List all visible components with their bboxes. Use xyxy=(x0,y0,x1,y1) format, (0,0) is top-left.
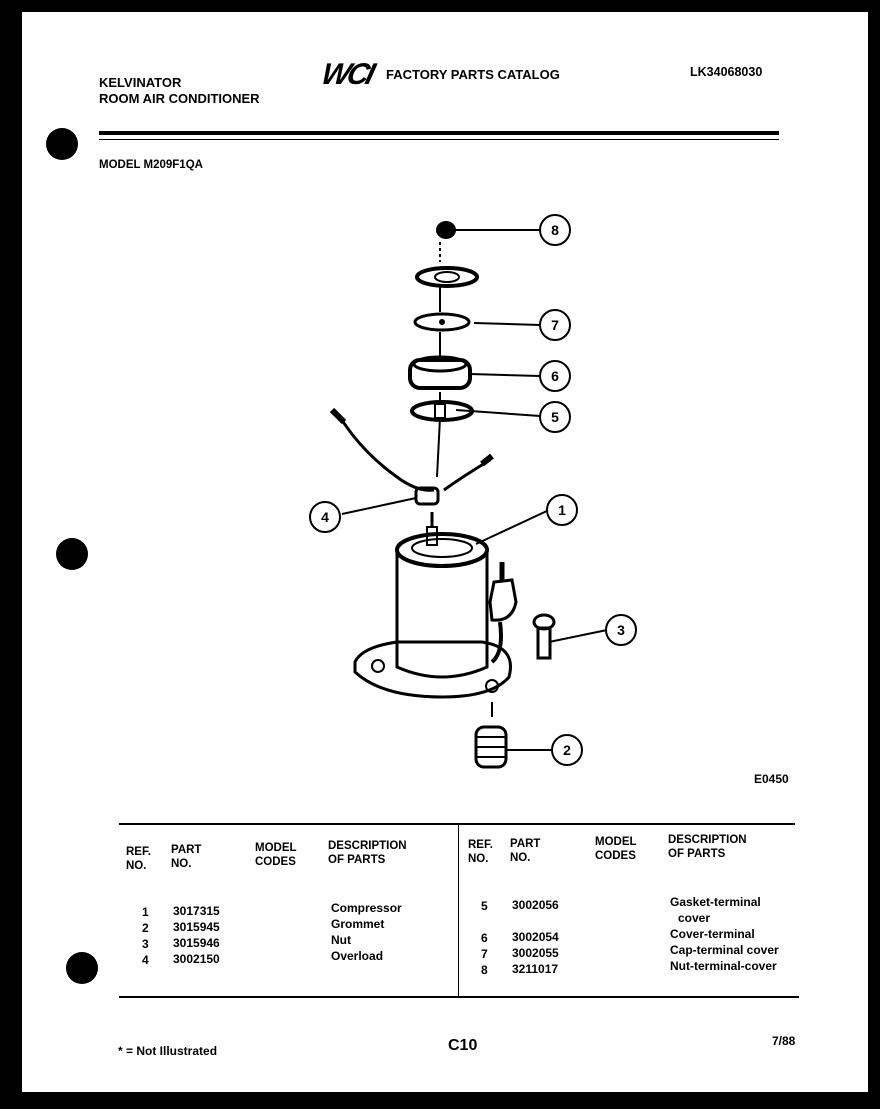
binder-hole-top xyxy=(46,128,78,160)
terminal-cover-cap-upper xyxy=(417,268,477,286)
ref-no: 4 xyxy=(142,953,149,967)
terminal-cover-part xyxy=(410,357,470,388)
page-number: C10 xyxy=(448,1037,478,1054)
ref-no: 1 xyxy=(142,905,149,919)
header-ref-left: REF. NO. xyxy=(126,846,151,872)
compressor-nut-part xyxy=(534,615,554,658)
exploded-parts-diagram xyxy=(22,192,868,812)
terminal-cover-nut-part xyxy=(437,222,455,238)
product-name: ROOM AIR CONDITIONER xyxy=(99,91,260,106)
ref-no: 8 xyxy=(481,963,488,977)
part-no: 3017315 xyxy=(173,904,220,918)
callout-4: 4 xyxy=(321,509,329,525)
header-model-left: MODEL CODES xyxy=(255,842,297,868)
not-illustrated-note: * = Not Illustrated xyxy=(118,1044,218,1058)
part-description: Gasket-terminal xyxy=(670,895,761,909)
catalog-code: LK34068030 xyxy=(690,65,763,79)
callout-3: 3 xyxy=(617,622,625,638)
binder-hole-bottom xyxy=(66,952,98,984)
brand-name: KELVINATOR xyxy=(99,75,182,90)
header-part-left: PART NO. xyxy=(171,844,202,870)
header-desc-left: DESCRIPTION OF PARTS xyxy=(328,840,407,866)
header-ref-right: REF. NO. xyxy=(468,839,493,865)
table-top-rule xyxy=(119,823,795,825)
grommet-part xyxy=(476,727,506,767)
header-model-right: MODEL CODES xyxy=(595,836,637,862)
part-no: 3002056 xyxy=(512,898,559,912)
ref-no: 6 xyxy=(481,931,488,945)
table-bottom-rule xyxy=(119,996,799,998)
part-description: Nut xyxy=(331,933,351,947)
part-no: 3002054 xyxy=(512,930,559,944)
part-no: 3211017 xyxy=(512,962,559,976)
part-description: Grommet xyxy=(331,917,385,931)
part-description: Compressor xyxy=(331,901,402,915)
ref-no: 3 xyxy=(142,937,149,951)
part-description: Cover-terminal xyxy=(670,927,755,941)
figure-code: E0450 xyxy=(754,772,789,786)
catalog-title: FACTORY PARTS CATALOG xyxy=(386,67,560,82)
catalog-page xyxy=(22,12,868,1092)
model-label: MODEL M209F1QA xyxy=(99,159,203,171)
callout-7: 7 xyxy=(551,317,559,333)
header-rule-thick xyxy=(99,131,779,135)
compressor-part xyxy=(355,512,516,697)
part-description-cont: cover xyxy=(678,911,711,925)
callout-8: 8 xyxy=(551,222,559,238)
part-no: 3002150 xyxy=(173,952,220,966)
callout-2: 2 xyxy=(563,742,571,758)
catalog-date: 7/88 xyxy=(772,1034,796,1048)
part-description: Nut-terminal-cover xyxy=(670,959,777,973)
callout-1: 1 xyxy=(558,502,566,518)
header-rule-thin xyxy=(99,139,779,140)
header-part-right: PART NO. xyxy=(510,838,541,864)
terminal-cover-cap-part xyxy=(415,314,469,330)
part-description: Overload xyxy=(331,949,384,963)
header-desc-right: DESCRIPTION OF PARTS xyxy=(668,834,747,860)
part-no: 3015946 xyxy=(173,936,220,950)
part-no: 3015945 xyxy=(173,920,220,934)
ref-no: 2 xyxy=(142,921,149,935)
part-description: Cap-terminal cover xyxy=(670,943,779,957)
ref-no: 5 xyxy=(481,899,488,913)
wci-logo: WCI xyxy=(318,58,376,91)
table-column-divider xyxy=(458,825,459,997)
callout-6: 6 xyxy=(551,368,559,384)
part-no: 3002055 xyxy=(512,946,559,960)
ref-no: 7 xyxy=(481,947,488,961)
callout-5: 5 xyxy=(551,409,559,425)
